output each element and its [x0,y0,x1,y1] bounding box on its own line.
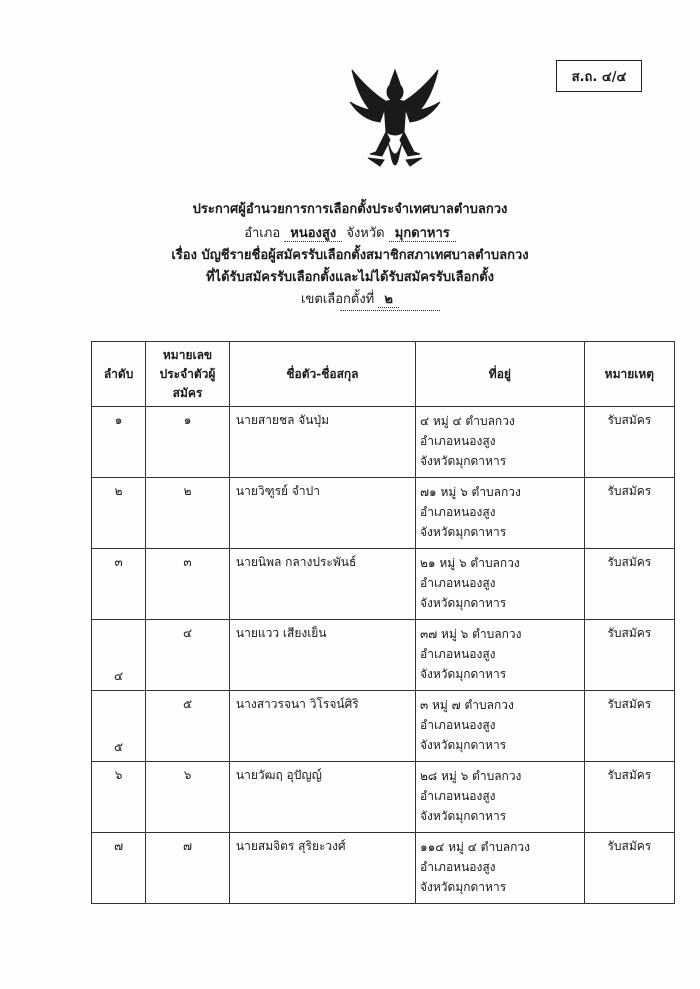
header-order: ลำดับ [92,342,146,407]
table-header-row [92,342,675,407]
address-line: อำเภอหนองสูง [420,860,496,874]
cell-address [416,478,585,549]
address-line: จังหวัดมุกดาหาร [420,809,507,823]
address-line: อำเภอหนองสูง [420,789,496,803]
address-line: จังหวัดมุกดาหาร [420,667,507,681]
constituency-line [0,288,700,309]
cell-remark: รับสมัคร [584,478,674,549]
address-line: จังหวัดมุกดาหาร [420,525,507,539]
cell-number: ๖ [146,762,230,833]
cell-name [229,549,415,620]
candidate-table [91,341,675,904]
cell-name [229,762,415,833]
candidate-name: นางสาวรจนา วิโรจน์ศิริ [235,697,359,711]
cell-order: ๔ [92,620,146,691]
cell-number: ๔ [146,620,230,691]
form-code-text: ส.ถ. ๔/๔ [571,69,627,85]
cell-name [229,620,415,691]
header-number: หมายเลขประจำตัวผู้สมัคร [146,342,230,407]
announcement-title: ประกาศผู้อำนวยการการเลือกตั้งประจำเทศบาลตำบลกวง [192,202,508,217]
candidate-name: นายวัฒฤ อุปัญญ์ [235,768,322,782]
district-label: อำเภอ [244,226,281,241]
cell-name [229,691,415,762]
constituency-label: เขตเลือกตั้งที่ [301,292,375,307]
subject-line-1: เรื่อง บัญชีรายชื่อผู้สมัครรับเลือกตั้งสมาชิกสภาเทศบาลตำบลกวง [171,248,529,263]
address-line: จังหวัดมุกดาหาร [420,454,507,468]
address-line: อำเภอหนองสูง [420,505,496,519]
cell-name [229,407,415,478]
address-line: ๒๘ หมู่ ๖ ตำบลกวง [420,769,522,783]
header-name: ชื่อตัว-ชื่อสกุล [229,342,415,407]
cell-order: ๕ [92,691,146,762]
cell-order: ๗ [92,833,146,904]
cell-order: ๑ [92,407,146,478]
address-line: จังหวัดมุกดาหาร [420,596,507,610]
cell-address [416,833,585,904]
candidate-name: นายแวว เสียงเย็น [235,626,327,640]
cell-number: ๕ [146,691,230,762]
district-value: หนองสูง [284,226,342,242]
address-line: ๗๑ หมู่ ๖ ตำบลกวง [420,485,521,499]
cell-order: ๒ [92,478,146,549]
cell-number: ๓ [146,549,230,620]
candidate-name: นายนิพล กลางประพันธ์ [235,555,357,569]
table-row [92,549,675,620]
candidate-name: นายสมจิตร สุริยะวงศ์ [235,839,346,853]
address-line: อำเภอหนองสูง [420,718,496,732]
cell-remark: รับสมัคร [584,762,674,833]
dotted-separator [340,310,440,311]
table-row [92,620,675,691]
cell-name [229,833,415,904]
subject-line-2: ที่ได้รับสมัครรับเลือกตั้งและไม่ได้รับสมัครรับเลือกตั้ง [205,270,495,285]
address-line: ๓๗ หมู่ ๖ ตำบลกวง [420,627,522,641]
table-row [92,407,675,478]
address-line: อำเภอหนองสูง [420,576,496,590]
constituency-value: ๒ [378,292,399,308]
candidate-name: นายวิฑูรย์ จำปา [235,484,320,498]
cell-order: ๖ [92,762,146,833]
cell-address [416,407,585,478]
table-row [92,478,675,549]
address-line: ๒๑ หมู่ ๖ ตำบลกวง [420,556,520,570]
form-code-box [556,60,642,92]
cell-number: ๗ [146,833,230,904]
province-value: มุกดาหาร [389,226,456,242]
province-label: จังหวัด [346,226,385,241]
cell-name [229,478,415,549]
cell-address [416,549,585,620]
cell-address [416,620,585,691]
address-line: จังหวัดมุกดาหาร [420,880,507,894]
cell-remark: รับสมัคร [584,833,674,904]
address-line: ๑๑๔ หมู่ ๔ ตำบลกวง [420,840,531,854]
address-line: ๔ หมู่ ๔ ตำบลกวง [420,414,515,428]
table-row [92,691,675,762]
cell-remark: รับสมัคร [584,691,674,762]
table-row [92,833,675,904]
cell-address [416,762,585,833]
cell-remark: รับสมัคร [584,620,674,691]
cell-order: ๓ [92,549,146,620]
address-line: อำเภอหนองสูง [420,434,496,448]
header-address: ที่อยู่ [416,342,585,407]
cell-number: ๑ [146,407,230,478]
address-line: ๓ หมู่ ๗ ตำบลกวง [420,698,514,712]
address-line: จังหวัดมุกดาหาร [420,738,507,752]
candidate-name: นายสายชล จันปุ่ม [235,413,330,427]
garuda-emblem-icon [340,62,450,174]
cell-remark: รับสมัคร [584,407,674,478]
location-line [0,222,700,243]
cell-number: ๒ [146,478,230,549]
header-remark: หมายเหตุ [584,342,674,407]
cell-address [416,691,585,762]
cell-remark: รับสมัคร [584,549,674,620]
address-line: อำเภอหนองสูง [420,647,496,661]
table-row [92,762,675,833]
